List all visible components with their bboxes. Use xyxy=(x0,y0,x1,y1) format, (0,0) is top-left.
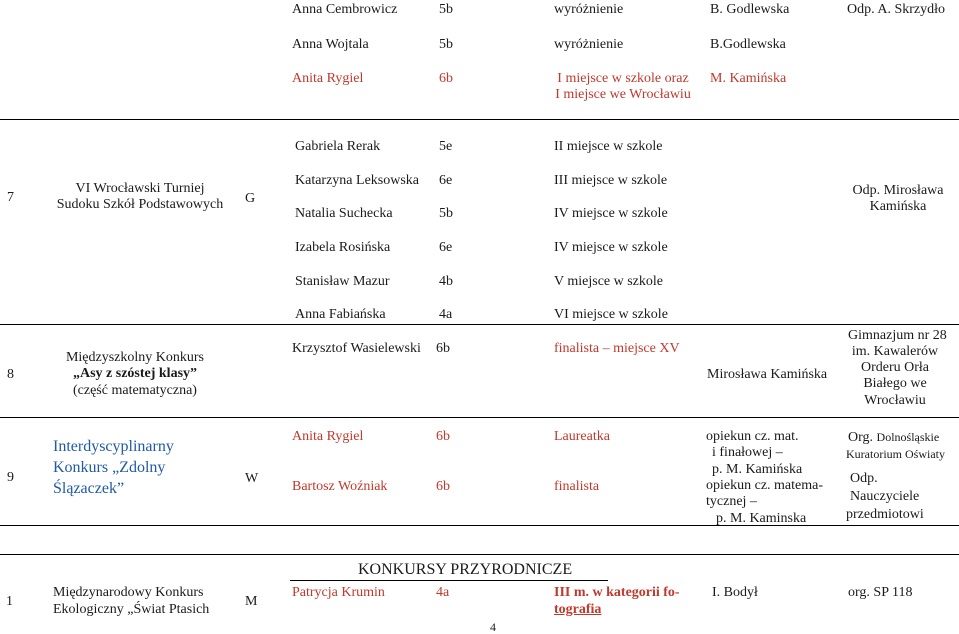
student-class: 5b xyxy=(439,2,453,17)
organizer: Kuratorium Oświaty xyxy=(846,447,945,461)
competition-title: (część matematyczna) xyxy=(73,383,197,398)
teacher-name: i finałowej – xyxy=(712,445,783,460)
organizer: Nauczyciele xyxy=(850,489,920,504)
student-name: Anna Fabiańska xyxy=(295,307,386,322)
student-result: V miejsce w szkole xyxy=(554,274,663,289)
competition-level: G xyxy=(245,191,256,206)
competition-title: Konkurs „Zdolny xyxy=(53,459,166,476)
student-result: I miejsce we Wrocławiu xyxy=(555,87,691,102)
competition-title: „Asy z szóstej klasy” xyxy=(72,366,198,381)
student-class: 6b xyxy=(436,429,450,444)
student-result: I miejsce w szkole oraz xyxy=(557,71,689,86)
competition-level: M xyxy=(245,594,258,609)
student-name: Patrycja Krumin xyxy=(292,585,385,600)
student-name: Bartosz Woźniak xyxy=(292,479,388,494)
teacher-name: opiekun cz. matema- xyxy=(706,478,824,493)
row-divider xyxy=(0,554,959,555)
student-class: 4a xyxy=(436,585,450,600)
student-name: Katarzyna Leksowska xyxy=(295,173,420,188)
student-class: 4b xyxy=(439,274,453,289)
student-result: III m. w kategorii fo- xyxy=(554,585,680,600)
organizer: przedmiotowi xyxy=(846,507,924,522)
organizer: Kamińska xyxy=(869,199,927,214)
student-result: wyróżnienie xyxy=(554,2,624,17)
student-name: Anita Rygiel xyxy=(292,71,364,86)
student-class: 6b xyxy=(436,341,450,356)
student-class: 5e xyxy=(439,139,453,154)
student-result: IV miejsce w szkole xyxy=(554,240,668,255)
row-divider xyxy=(0,525,959,526)
student-class: 4a xyxy=(439,307,453,322)
teacher-name: B. Godlewska xyxy=(710,2,790,17)
student-name: Izabela Rosińska xyxy=(295,240,391,255)
organizer: Odp. Mirosława xyxy=(852,183,944,198)
teacher-name: tycznej – xyxy=(706,494,757,509)
student-class: 5b xyxy=(439,206,453,221)
student-name: Natalia Suchecka xyxy=(295,206,393,221)
organizer: org. SP 118 xyxy=(848,585,913,600)
student-name: Krzysztof Wasielewski xyxy=(292,341,421,356)
student-result: finalista – miejsce XV xyxy=(554,341,680,356)
student-result: Laureatka xyxy=(554,429,610,444)
row-number: 9 xyxy=(7,470,14,485)
student-result: wyróżnienie xyxy=(554,37,624,52)
competition-title: VI Wrocławski Turniej xyxy=(75,181,205,196)
competition-title: Sudoku Szkół Podstawowych xyxy=(56,197,224,212)
student-result: tografia xyxy=(554,602,602,617)
organizer: Odp. xyxy=(850,471,878,486)
competition-title: Ekologiczny „Świat Ptasich xyxy=(53,602,210,617)
student-name: Gabriela Rerak xyxy=(295,139,381,154)
student-class: 6e xyxy=(439,240,453,255)
row-number: 8 xyxy=(7,367,14,382)
student-name: Stanisław Mazur xyxy=(295,274,390,289)
row-number: 7 xyxy=(7,190,14,205)
teacher-name: p. M. Kaminska xyxy=(716,511,807,526)
student-class: 6b xyxy=(439,71,453,86)
section-divider xyxy=(290,580,608,581)
organizer: Białego we xyxy=(863,376,927,391)
organizer: Wrocławiu xyxy=(864,393,926,408)
competition-level: W xyxy=(245,471,259,486)
row-divider xyxy=(0,417,959,418)
student-class: 6b xyxy=(436,479,450,494)
teacher-name: opiekun cz. mat. xyxy=(706,429,799,444)
student-result: III miejsce w szkole xyxy=(554,173,668,188)
competition-title: Międzynarodowy Konkurs xyxy=(53,585,204,600)
section-heading: KONKURSY PRZYRODNICZE xyxy=(358,561,573,578)
competition-title: Ślązaczek” xyxy=(53,480,125,497)
teacher-name: Mirosława Kamińska xyxy=(707,367,828,382)
student-result: VI miejsce w szkole xyxy=(554,307,668,322)
teacher-name: p. M. Kamińska xyxy=(712,462,803,477)
organizer: Odp. A. Skrzydło xyxy=(847,2,945,17)
organizer: Orderu Orła xyxy=(860,360,930,375)
organizer xyxy=(848,429,939,446)
row-divider xyxy=(0,119,959,120)
organizer: im. Kawalerów xyxy=(851,344,939,359)
student-result: finalista xyxy=(554,479,600,494)
organizer-name: Dolnośląskie xyxy=(876,430,940,444)
organizer-label: Org. xyxy=(848,430,874,445)
student-class: 5b xyxy=(439,37,453,52)
teacher-name: M. Kamińska xyxy=(710,71,787,86)
row-divider xyxy=(0,324,959,325)
student-name: Anna Wojtala xyxy=(292,37,369,52)
row-number: 1 xyxy=(6,594,13,609)
student-result: IV miejsce w szkole xyxy=(554,206,668,221)
teacher-name: B.Godlewska xyxy=(710,37,786,52)
student-class: 6e xyxy=(439,173,453,188)
competition-title: Interdyscyplinarny xyxy=(53,438,174,455)
organizer: Gimnazjum nr 28 xyxy=(848,328,947,343)
student-result: II miejsce w szkole xyxy=(554,139,663,154)
teacher-name: I. Bodył xyxy=(712,585,758,600)
student-name: Anita Rygiel xyxy=(292,429,364,444)
student-name: Anna Cembrowicz xyxy=(292,2,398,17)
page-number: 4 xyxy=(490,620,496,634)
competition-title: Międzyszkolny Konkurs xyxy=(65,350,205,365)
